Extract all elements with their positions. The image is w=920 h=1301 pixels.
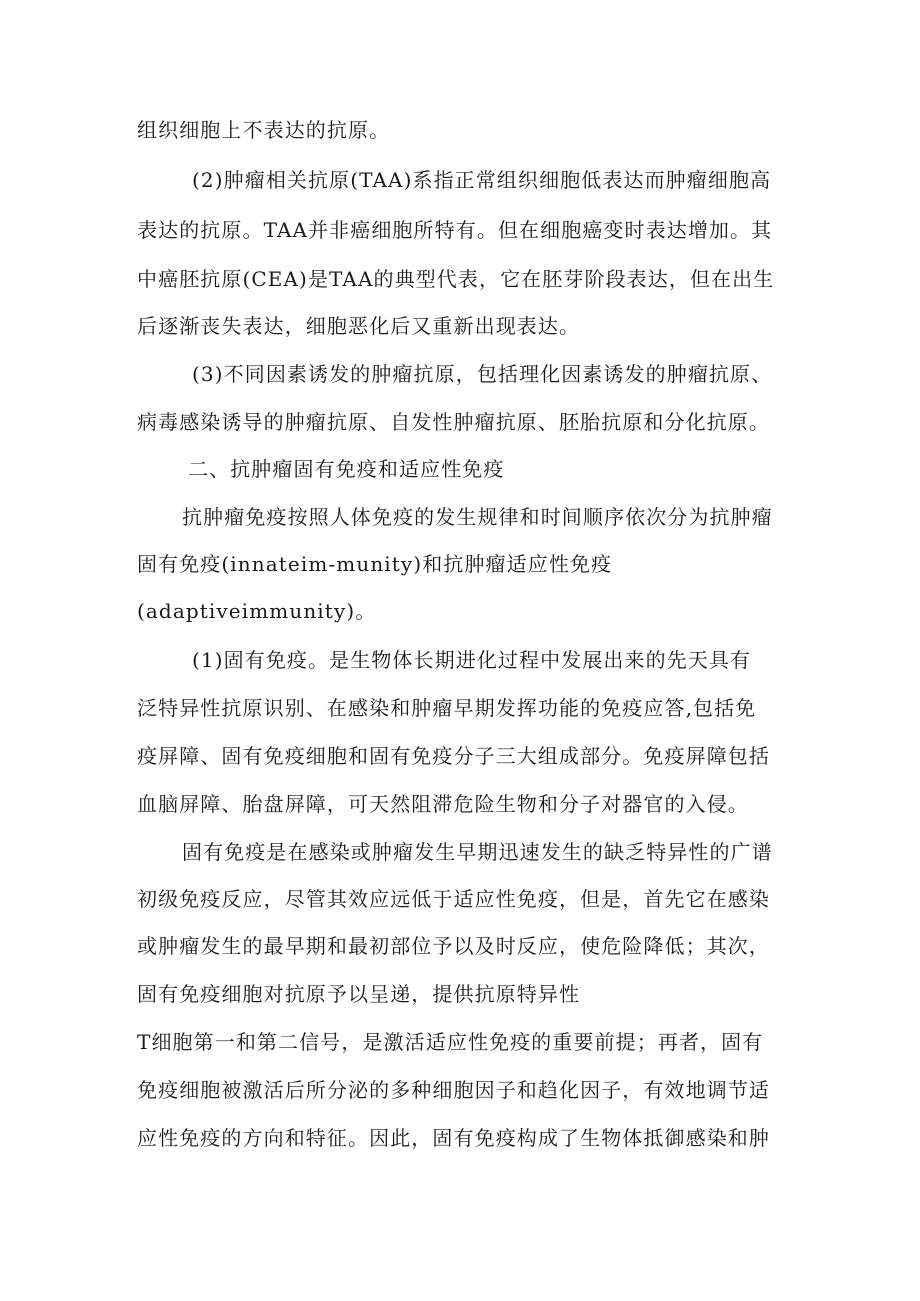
text-line: 病毒感染诱导的肿瘤抗原、自发性肿瘤抗原、胚胎抗原和分化抗原。 (137, 410, 770, 434)
text-line: 疫屏障、固有免疫细胞和固有免疫分子三大组成部分。免疫屏障包括 (137, 744, 770, 768)
text-line: 固有免疫是在感染或肿瘤发生早期迅速发生的缺乏特异性的广谱 (182, 840, 773, 864)
text-line: 固有免疫(innateim-munity)和抗肿瘤适应性免疫 (137, 552, 613, 576)
text-line: 血脑屏障、胎盘屏障，可天然阻滞危险生物和分子对器官的入侵。 (137, 792, 749, 816)
text-line: T细胞第一和第二信号，是激活适应性免疫的重要前提；再者，固有 (137, 1030, 764, 1054)
text-line: (1)固有免疫。是生物体长期进化过程中发展出来的先天具有 (192, 648, 752, 672)
text-line: 泛特异性抗原识别、在感染和肿瘤早期发挥功能的免疫应答,包括免 (137, 696, 757, 720)
text-line: (2)肿瘤相关抗原(TAA)系指正常组织细胞低表达而肿瘤细胞高 (192, 168, 772, 192)
text-line: 应性免疫的方向和特征。因此，固有免疫构成了生物体抵御感染和肿 (137, 1126, 770, 1150)
section-heading: 二、抗肿瘤固有免疫和适应性免疫 (188, 457, 505, 481)
text-line: 或肿瘤发生的最早期和最初部位予以及时反应，使危险降低；其次， (137, 934, 770, 958)
text-line: 固有免疫细胞对抗原予以呈递，提供抗原特异性 (137, 982, 581, 1006)
text-line: 后逐渐丧失表达，细胞恶化后又重新出现表达。 (137, 314, 581, 338)
text-line: 表达的抗原。TAA并非癌细胞所特有。但在细胞癌变时表达增加。其 (137, 218, 773, 242)
text-line: (3)不同因素诱发的肿瘤抗原，包括理化因素诱发的肿瘤抗原、 (192, 362, 773, 386)
text-line: 组织细胞上不表达的抗原。 (137, 118, 391, 142)
text-line: (adaptiveimmunity)。 (137, 599, 377, 623)
text-line: 中癌胚抗原(CEA)是TAA的典型代表，它在胚芽阶段表达，但在出生 (137, 267, 775, 291)
text-line: 免疫细胞被激活后所分泌的多种细胞因子和趋化因子，有效地调节适 (137, 1078, 770, 1102)
text-line: 初级免疫反应，尽管其效应远低于适应性免疫，但是，首先它在感染 (137, 887, 770, 911)
text-line: 抗肿瘤免疫按照人体免疫的发生规律和时间顺序依次分为抗肿瘤 (182, 505, 773, 529)
